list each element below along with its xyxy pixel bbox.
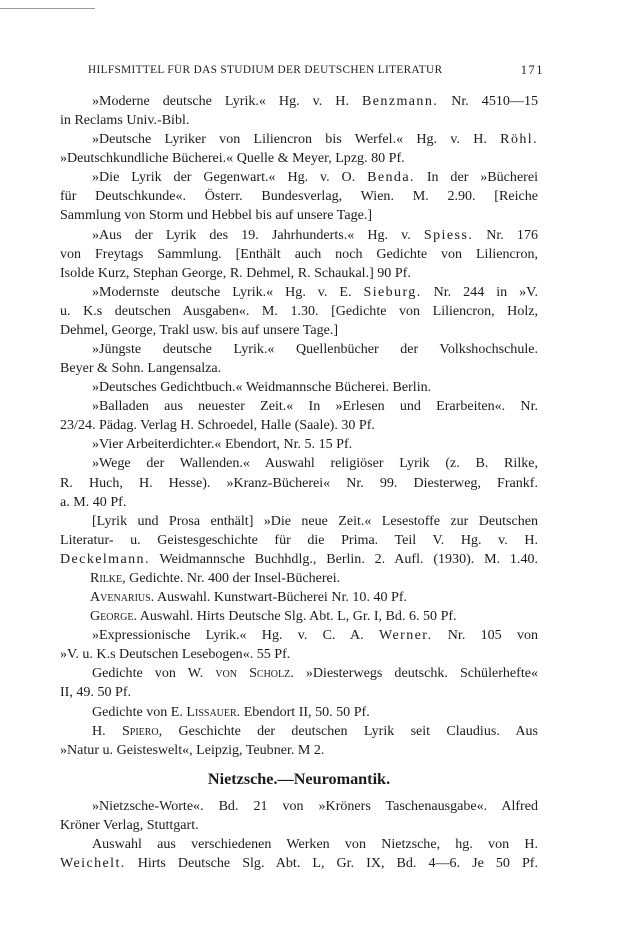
text-line: H. Spiero, Geschichte der deutschen Lyrik seit Claudius. Aus [92,722,538,739]
text-line: »Vier Arbeiterdichter.« Ebendort, Nr. 5. 15 Pf. [92,436,353,453]
text-line: Avenarius. Auswahl. Kunstwart-Bücherei Nr. 10. 40 Pf. [90,589,408,606]
text-line: »Modernste deutsche Lyrik.« Hg. v. E. Sieburg. Nr. 244 in »V. [92,283,538,300]
text-line: »Deutschkundliche Bücherei.« Quelle & Meyer, Lpzg. 80 Pf. [60,150,405,167]
text-line: »Die Lyrik der Gegenwart.« Hg. v. O. Benda. In der »Bücherei [92,169,538,186]
top-rule [0,8,95,9]
text-line: »Moderne deutsche Lyrik.« Hg. v. H. Benzmann. Nr. 4510—15 [92,93,538,109]
text-line: »Nietzsche-Worte«. Bd. 21 von »Kröners Taschenausgabe«. Alfred [92,797,538,814]
text-line: in Reclams Univ.-Bibl. [60,112,190,129]
text-line: »Natur u. Geisteswelt«, Leipzig, Teubner. M 2. [60,741,325,758]
text-line: Auswahl aus verschiedenen Werken von Nietzsche, hg. von H. [92,835,538,852]
page-number: 171 [520,64,544,77]
text-line: Weichelt. Hirts Deutsche Slg. Abt. L, Gr. IX, Bd. 4—6. Je 50 Pf. [60,854,538,871]
text-line: »Aus der Lyrik des 19. Jahrhunderts.« Hg. v. Spiess. Nr. 176 [92,226,538,243]
text-line: [Lyrik und Prosa enthält] »Die neue Zeit.« Lesestoffe zur Deutschen [92,512,538,529]
text-line: II, 49. 50 Pf. [60,684,132,701]
text-line: Sammlung von Storm und Hebbel bis auf unsere Tage.] [60,207,373,224]
text-line: George. Auswahl. Hirts Deutsche Slg. Abt. L, Gr. I, Bd. 6. 50 Pf. [90,608,457,625]
text-line: a. M. 40 Pf. [60,493,127,510]
text-line: Beyer & Sohn. Langensalza. [60,360,222,377]
text-line: »Jüngste deutsche Lyrik.« Quellenbücher der Volkshochschule. [92,341,538,358]
text-line: 23/24. Pädag. Verlag H. Schroedel, Halle (Saale). 30 Pf. [60,417,375,434]
text-line: von Freytags Sammlung. [Enthält auch noch Gedichte von Liliencron, [60,245,538,262]
running-header [88,64,544,82]
text-line: Kröner Verlag, Stuttgart. [60,816,199,833]
text-line: R. Huch, H. Hesse). »Kranz-Bücherei« Nr. 99. Diesterweg, Frankf. [60,474,538,491]
text-line: Gedichte von W. von Scholz. »Diesterwegs deutschk. Schülerhefte« [92,665,538,682]
text-line: Isolde Kurz, Stephan George, R. Dehmel, R. Schaukal.] 90 Pf. [60,264,411,281]
text-line: für Deutschkunde«. Österr. Bundesverlag, Wien. M. 2.90. [Reiche [60,188,538,205]
text-line: Dehmel, George, Trakl usw. bis auf unsere Tage.] [60,321,339,338]
text-line: Rilke, Gedichte. Nr. 400 der Insel-Bücherei. [90,569,341,586]
text-line: u. K.s deutschen Ausgaben«. M. 1.30. [Gedichte von Liliencron, Holz, [60,302,538,319]
text-line: Literatur- u. Geistesgeschichte für die Prima. Teil V. Hg. v. H. [60,531,538,548]
text-line: »V. u. K.s Deutschen Lesebogen«. 55 Pf. [60,646,291,663]
text-line: »Wege der Wallenden.« Auswahl religiöser Lyrik (z. B. Rilke, [92,455,538,472]
text-line: »Deutsches Gedichtbuch.« Weidmannsche Bücherei. Berlin. [92,379,432,396]
text-line: Gedichte von E. Lissauer. Ebendort II, 50. 50 Pf. [92,703,370,720]
text-line: »Expressionische Lyrik.« Hg. v. C. A. Werner. Nr. 105 von [92,627,538,644]
page-body [60,92,538,873]
text-line: »Balladen aus neuester Zeit.« In »Erlesen und Erarbeiten«. Nr. [92,398,538,415]
text-line: Deckelmann. Weidmannsche Buchhdlg., Berlin. 2. Aufl. (1930). M. 1.40. [60,550,538,567]
section-heading: Nietzsche.—Neuromantik. [207,769,391,788]
header-title: HILFSMITTEL FÜR DAS STUDIUM DER DEUTSCHEN LITERATUR [88,64,443,76]
text-line: »Deutsche Lyriker von Liliencron bis Werfel.« Hg. v. H. Röhl. [92,131,538,148]
